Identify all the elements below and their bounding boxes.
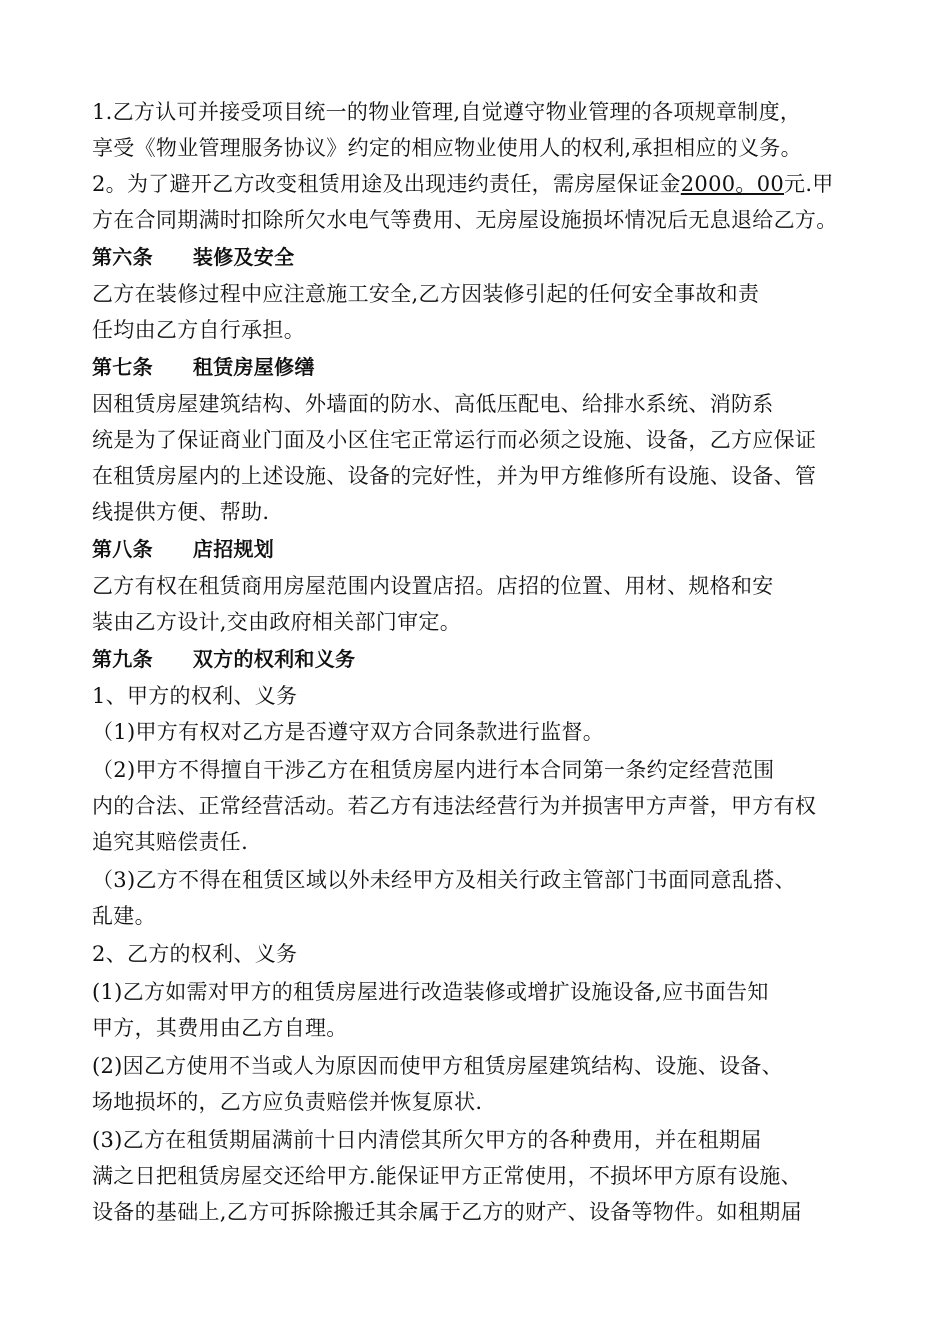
clause-2-text-a: 2。为了避开乙方改变租赁用途及出现违约责任，需房屋保证金 [92, 172, 681, 196]
article-6-title: 装修及安全 [192, 245, 295, 269]
article-9-s1-item-3-line-2: 乱建。 [92, 904, 156, 928]
article-9-section-2-title: 2、乙方的权利、义务 [92, 942, 298, 966]
article-7-number: 第七条 [92, 355, 153, 379]
article-9-title: 双方的权利和义务 [192, 647, 356, 671]
article-9-s2-item-2-line-2: 场地损坏的，乙方应负责赔偿并恢复原状. [92, 1090, 483, 1114]
article-8-number: 第八条 [92, 537, 153, 561]
article-9-s2-item-3-line-3: 设备的基础上,乙方可拆除搬迁其余属于乙方的财产、设备等物件。如租期届 [92, 1200, 802, 1224]
article-8-heading [92, 535, 872, 563]
article-7-heading [92, 353, 872, 381]
article-9-s2-item-1-line-1: (1)乙方如需对甲方的租赁房屋进行改造装修或增扩设施设备,应书面告知 [92, 980, 769, 1004]
article-9-s1-item-3-line-1: （3)乙方不得在租赁区域以外未经甲方及相关行政主管部门书面同意乱搭、 [92, 868, 796, 892]
article-9-s1-item-2-line-1: （2)甲方不得擅自干涉乙方在租赁房屋内进行本合同第一条约定经营范围 [92, 758, 775, 782]
article-9-s1-item-2-line-3: 追究其赔偿责任. [92, 830, 249, 854]
deposit-amount: 2000。00 [680, 172, 785, 196]
article-6-line-2: 任均由乙方自行承担。 [92, 318, 305, 342]
clause-2-text-b: 元.甲 [784, 172, 834, 196]
article-6-heading [92, 243, 872, 271]
article-8-line-2: 装由乙方设计,交由政府相关部门审定。 [92, 610, 462, 634]
article-7-line-4: 线提供方便、帮助. [92, 500, 270, 524]
article-9-heading [92, 645, 872, 673]
clause-2-line-2: 方在合同期满时扣除所欠水电气等费用、无房屋设施损坏情况后无息退给乙方。 [92, 208, 838, 232]
clause-1-line-2: 享受《物业管理服务协议》约定的相应物业使用人的权利,承担相应的义务。 [92, 136, 802, 160]
article-7-line-1: 因租赁房屋建筑结构、外墙面的防水、高低压配电、给排水系统、消防系 [92, 392, 774, 416]
article-9-s1-item-2-line-2: 内的合法、正常经营活动。若乙方有违法经营行为并损害甲方声誉，甲方有权 [92, 794, 817, 818]
article-7-line-3: 在租赁房屋内的上述设施、设备的完好性，并为甲方维修所有设施、设备、管 [92, 464, 817, 488]
article-6-line-1: 乙方在装修过程中应注意施工安全,乙方因装修引起的任何安全事故和责 [92, 282, 760, 306]
article-6-number: 第六条 [92, 245, 153, 269]
article-9-s2-item-3-line-1: (3)乙方在租赁期届满前十日内清偿其所欠甲方的各种费用，并在租期届 [92, 1128, 762, 1152]
clause-1-line-1: 1.乙方认可并接受项目统一的物业管理,自觉遵守物业管理的各项规章制度， [92, 100, 802, 124]
article-9-s1-item-1: （1)甲方有权对乙方是否遵守双方合同条款进行监督。 [92, 720, 605, 744]
article-9-section-1-title: 1、甲方的权利、义务 [92, 684, 298, 708]
article-9-s2-item-3-line-2: 满之日把租赁房屋交还给甲方.能保证甲方正常使用，不损坏甲方原有设施、 [92, 1164, 802, 1188]
clause-2-line-1 [92, 170, 872, 198]
article-9-s2-item-2-line-1: (2)因乙方使用不当或人为原因而使甲方租赁房屋建筑结构、设施、设备、 [92, 1054, 783, 1078]
article-9-s2-item-1-line-2: 甲方，其费用由乙方自理。 [92, 1016, 348, 1040]
article-7-line-2: 统是为了保证商业门面及小区住宅正常运行而必须之设施、设备，乙方应保证 [92, 428, 817, 452]
article-8-line-1: 乙方有权在租赁商用房屋范围内设置店招。店招的位置、用材、规格和安 [92, 574, 774, 598]
article-7-title: 租赁房屋修缮 [192, 355, 315, 379]
article-9-number: 第九条 [92, 647, 153, 671]
article-8-title: 店招规划 [192, 537, 275, 561]
